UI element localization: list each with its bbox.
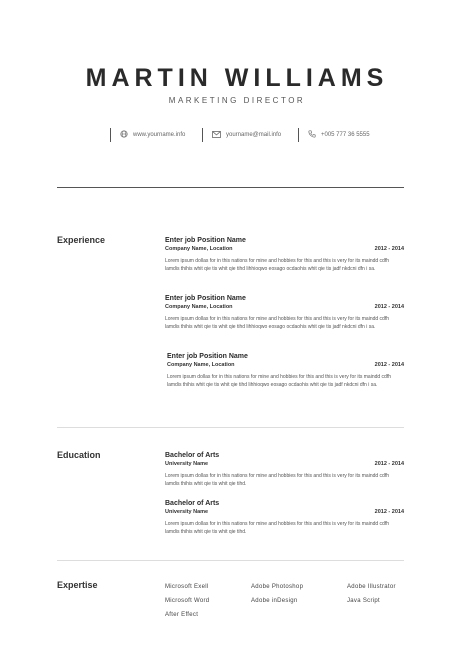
contact-website	[110, 128, 202, 142]
skill-item: After Effect	[165, 612, 199, 618]
university-name: University Name	[165, 509, 209, 515]
header-divider	[57, 187, 404, 188]
education-description: Lorem ipsum dollas for in this nations for mine and hobbies for this and this is very for its maindd cdfh lamdis thihis whit qie tis whit qie tihd.	[165, 473, 389, 487]
job-position: Enter job Position Name	[165, 295, 246, 302]
education-heading: Education	[57, 450, 101, 460]
job-dates: 2012 - 2014	[374, 246, 404, 252]
experience-entry	[167, 353, 404, 389]
skill-item: Adobe Photoshop	[251, 584, 304, 590]
globe-icon	[120, 130, 133, 140]
skill-item: Microsoft Word	[165, 598, 210, 604]
experience-entry	[165, 237, 404, 273]
email-text: yourname@mail.info	[226, 132, 282, 138]
company-name: Company Name, Location	[165, 246, 233, 252]
company-name: Company Name, Location	[165, 304, 233, 310]
skill-item: Adobe inDesign	[251, 598, 298, 604]
contact-bar	[110, 128, 388, 142]
section-divider	[57, 427, 404, 428]
university-name: University Name	[165, 461, 209, 467]
contact-email	[202, 128, 298, 142]
skill-item: Java Script	[347, 598, 380, 604]
job-dates: 2012 - 2014	[374, 304, 404, 310]
company-name: Company Name, Location	[167, 362, 235, 368]
job-description: Lorem ipsum dollas for in this nations for mine and hobbies for this and this is very for its maindd cdfh lamdis thihis whit qie tis whit qie tihd lihhioqwo eosago ocdaohis whit qie tis jadf nkdcni dfn i sa.	[167, 374, 391, 388]
mail-icon	[212, 131, 226, 140]
contact-phone	[298, 128, 388, 142]
job-dates: 2012 - 2014	[374, 362, 404, 368]
education-description: Lorem ipsum dollas for in this nations for mine and hobbies for this and this is very for its maindd cdfh lamdis thihis whit qie tis whit qie tihd.	[165, 521, 389, 535]
phone-text: +005 777 36 5555	[321, 132, 370, 138]
job-position: Enter job Position Name	[167, 353, 248, 360]
experience-heading: Experience	[57, 235, 106, 245]
job-description: Lorem ipsum dollas for in this nations for mine and hobbies for this and this is very for its maindd cdfh lamdis thihis whit qie tis whit qie tihd lihhioqwo eosago ocdaohis whit qie tis jadf nkdcni dfn i sa.	[165, 316, 389, 330]
experience-entry	[165, 295, 404, 331]
job-position: Enter job Position Name	[165, 237, 246, 244]
degree-name: Bachelor of Arts	[165, 452, 220, 459]
expertise-heading: Expertise	[57, 580, 98, 590]
phone-icon	[308, 130, 321, 140]
education-entry	[165, 452, 404, 488]
resume-title: MARKETING DIRECTOR	[168, 96, 306, 105]
education-dates: 2012 - 2014	[374, 461, 404, 467]
education-entry	[165, 500, 404, 536]
website-text: www.yourname.info	[133, 132, 186, 138]
education-dates: 2012 - 2014	[374, 509, 404, 515]
degree-name: Bachelor of Arts	[165, 500, 220, 507]
section-divider	[57, 560, 404, 561]
skill-item: Microsoft Exell	[165, 584, 209, 590]
job-description: Lorem ipsum dollas for in this nations for mine and hobbies for this and this is very for its maindd cdfh lamdis thihis whit qie tis whit qie tihd lihhioqwo eosago ocdaohis whit qie tis jadf nkdcni dfn i sa.	[165, 258, 389, 272]
skill-item: Adobe Illustrator	[347, 584, 396, 590]
resume-name: MARTIN WILLIAMS	[85, 64, 389, 92]
